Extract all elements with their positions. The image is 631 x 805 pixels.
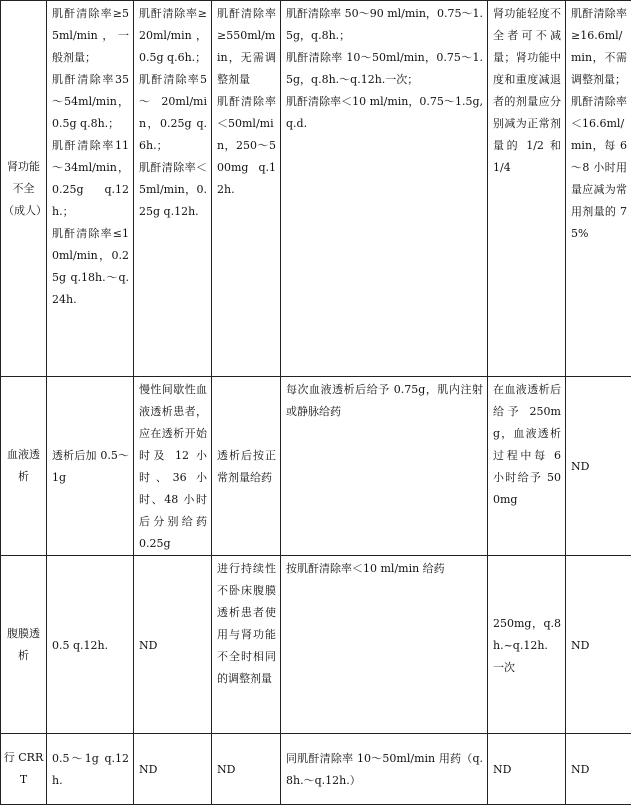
dosing-cell — [566, 377, 631, 556]
dosing-cell — [566, 1, 631, 377]
dosing-cell — [212, 734, 281, 805]
dosing-line: 慢性间歇性血液透析患者，应在透析开始时及 12 小时、36 小时、48 小时后分别给药 0.25g — [139, 379, 207, 555]
dosing-cell — [566, 556, 631, 734]
dosing-line: 肌酐清除率＜10 ml/min，0.75～1.5g, q.d. — [286, 91, 483, 135]
dosing-cell — [47, 1, 134, 377]
dosing-cell — [47, 734, 134, 805]
dosing-line: 0.5～1g q.12h. — [52, 748, 129, 792]
dosing-line: 透析后加 0.5～1g — [52, 445, 129, 489]
dosing-line: 肌酐清除率 50～90 ml/min，0.75～1.5g，q.8h.； — [286, 3, 483, 47]
dosing-line: ND — [571, 759, 627, 781]
dosing-cell — [47, 377, 134, 556]
dosing-cell — [134, 734, 212, 805]
row-label: 腹膜透析 — [1, 556, 47, 734]
row-hemodialysis — [1, 377, 631, 556]
dosing-line: 肌酐清除率≥20ml/min，0.5g q.6h.； — [139, 3, 207, 69]
dosing-line: ND — [571, 635, 627, 657]
dosing-line: 肌酐清除率≥16.6ml/min，不需调整剂量； — [571, 3, 627, 91]
dosing-line: 肌酐清除率＜50ml/min，250～500mg q.12h. — [217, 91, 276, 201]
dosing-line: 透析后按正常剂量给药 — [217, 445, 276, 489]
dosing-line: 每次血液透析后给予 0.75g，肌内注射或静脉给药 — [286, 379, 483, 423]
dosing-line: 肌酐清除率≥550ml/min，无需调整剂量 — [217, 3, 276, 91]
row-label: 行 CRRT — [1, 734, 47, 805]
row-renal-insufficiency — [1, 1, 631, 377]
dosing-cell — [47, 556, 134, 734]
dosing-line: 进行持续性不卧床腹膜透析患者使用与肾功能不全时相同的调整剂量 — [217, 558, 276, 690]
dosing-line: 肌酐清除率11～34ml/min，0.25g q.12h.； — [52, 135, 129, 223]
dosing-line: 肌酐清除率≥55ml/min，一般剂量； — [52, 3, 129, 69]
dosing-cell — [488, 1, 566, 377]
dosing-cell — [281, 734, 488, 805]
row-peritoneal-dialysis — [1, 556, 631, 734]
dosing-line: 肌酐清除率5～20ml/min，0.25g q.6h.； — [139, 69, 207, 157]
dosing-line: 0.5 q.12h. — [52, 635, 129, 657]
dosing-cell — [566, 734, 631, 805]
dosing-cell — [281, 377, 488, 556]
dosing-cell — [488, 377, 566, 556]
dosing-line: 250mg，q.8h.~q.12h. 一次 — [493, 613, 561, 679]
dosing-line: ND — [493, 759, 561, 781]
dosing-line: 按肌酐清除率＜10 ml/min 给药 — [286, 558, 483, 580]
dosing-cell — [281, 1, 488, 377]
dosing-cell — [212, 556, 281, 734]
dosing-line: ND — [139, 759, 207, 781]
dosing-line: 肌酐清除率＜16.6ml/min，每 6～8 小时用量应减为常用剂量的 75% — [571, 91, 627, 245]
dosing-line: 肌酐清除率≤10ml/min，0.25g q.18h.～q.24h. — [52, 223, 129, 311]
row-label: 血液透析 — [1, 377, 47, 556]
dosing-line: 肌酐清除率 10～50ml/min，0.75～1.5g，q.8h.～q.12h.一次； — [286, 47, 483, 91]
dosing-cell — [212, 1, 281, 377]
dosing-line: 肾功能轻度不全者可不减量；肾功能中度和重度减退者的剂量应分别减为正常剂量的 1/2 和 1/4 — [493, 3, 561, 179]
dosing-cell — [134, 1, 212, 377]
row-crrt — [1, 734, 631, 805]
dosing-line: 肌酐清除率＜5ml/min，0.25g q.12h. — [139, 157, 207, 223]
dosing-cell — [488, 734, 566, 805]
dosing-cell — [134, 556, 212, 734]
dosing-line: ND — [139, 635, 207, 657]
dosing-line: ND — [217, 759, 276, 781]
dosing-line: 肌酐清除率35～54ml/min，0.5g q.8h.； — [52, 69, 129, 135]
dosing-line: 在血液透析后给予 250mg，血液透析过程中每 6 小时给予 500mg — [493, 379, 561, 511]
dosing-line: 同肌酐清除率 10～50ml/min 用药（q.8h.～q.12h.） — [286, 748, 483, 792]
dosing-cell — [134, 377, 212, 556]
dosing-cell — [488, 556, 566, 734]
dosing-cell — [212, 377, 281, 556]
row-label: 肾功能不全（成人） — [1, 1, 47, 377]
dosing-cell — [281, 556, 488, 734]
dosing-line: ND — [571, 456, 627, 478]
